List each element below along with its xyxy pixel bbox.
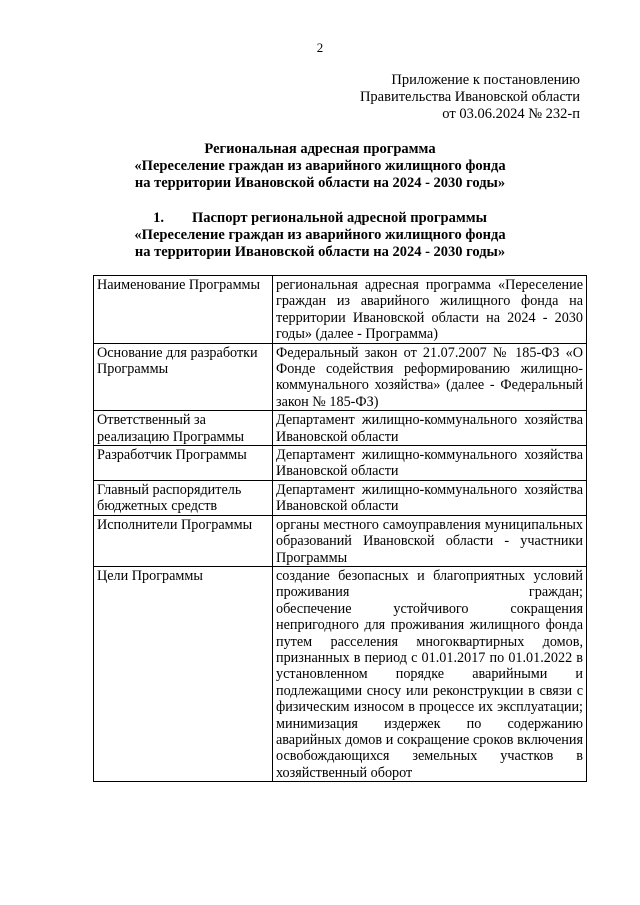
table-row <box>94 566 587 781</box>
section-title-line: на территории Ивановской области на 2024 - 2030 годы» <box>134 244 506 260</box>
row-value-paragraph: региональная адресная программа «Переселение граждан из аварийного жилищного фонда на территории Ивановской области на 2024 - 2030 годы» (далее - Программа) <box>276 277 583 343</box>
row-value-paragraph: Департамент жилищно-коммунального хозяйства Ивановской области <box>276 481 583 515</box>
table-row <box>94 446 587 481</box>
row-value-paragraph: Департамент жилищно-коммунального хозяйства Ивановской области <box>276 412 583 445</box>
row-value <box>273 515 587 566</box>
row-value <box>273 566 587 781</box>
row-label: Разработчик Программы <box>94 446 273 481</box>
section-number: 1. <box>153 210 164 226</box>
row-value <box>273 343 587 411</box>
table-row <box>94 480 587 515</box>
table-row <box>94 276 587 344</box>
document-title <box>0 141 640 192</box>
table-row <box>94 515 587 566</box>
appendix-date-number: от 03.06.2024 № 232-п <box>442 106 580 122</box>
section-title-line: Паспорт региональной адресной программы <box>191 210 487 226</box>
appendix-line: Приложение к постановлению <box>391 72 580 88</box>
table-row <box>94 343 587 411</box>
row-value-paragraph: минимизация издержек по содержанию аварийных домов и сокращение сроков включения освобождающихся земельных участков в хозяйственный оборот <box>276 715 583 781</box>
row-label: Цели Программы <box>94 566 273 781</box>
section-title-line: «Переселение граждан из аварийного жилищного фонда <box>134 227 506 243</box>
row-label: Ответственный за реализацию Программы <box>94 411 273 446</box>
passport-table <box>93 275 587 782</box>
row-label: Исполнители Программы <box>94 515 273 566</box>
row-value-paragraph: создание безопасных и благоприятных условий проживания граждан; <box>276 567 583 601</box>
row-value-paragraph: органы местного самоуправления муниципальных образований Ивановской области - участники Программы <box>276 516 583 566</box>
row-label: Главный распорядитель бюджетных средств <box>94 480 273 515</box>
title-line: «Переселение граждан из аварийного жилищного фонда <box>134 158 506 174</box>
table-row <box>94 411 587 446</box>
title-line: на территории Ивановской области на 2024 - 2030 годы» <box>134 175 506 191</box>
row-value-paragraph: обеспечение устойчивого сокращения непригодного для проживания жилищного фонда путем расселения многоквартирных домов, признанных в период с 01.01.2017 по 01.01.2022 в установленном порядке аварийными и подлежащими сносу или реконструкции в связи с физическим износом в процессе их эксплуатации; <box>276 600 583 716</box>
row-label: Основание для разработки Программы <box>94 343 273 411</box>
section-heading <box>0 210 640 261</box>
row-value-paragraph: Федеральный закон от 21.07.2007 № 185-ФЗ «О Фонде содействия реформированию жилищно-коммунального хозяйства» (далее - Федеральный закон № 185-ФЗ) <box>276 344 583 410</box>
row-value <box>273 411 587 446</box>
row-value <box>273 446 587 481</box>
page-number: 2 <box>316 40 324 55</box>
title-line: Региональная адресная программа <box>204 141 436 157</box>
appendix-line: Правительства Ивановской области <box>359 89 580 105</box>
appendix-header <box>360 72 580 123</box>
row-value-paragraph: Департамент жилищно-коммунального хозяйства Ивановской области <box>276 447 583 480</box>
row-label: Наименование Программы <box>94 276 273 344</box>
row-value <box>273 276 587 344</box>
row-value <box>273 480 587 515</box>
